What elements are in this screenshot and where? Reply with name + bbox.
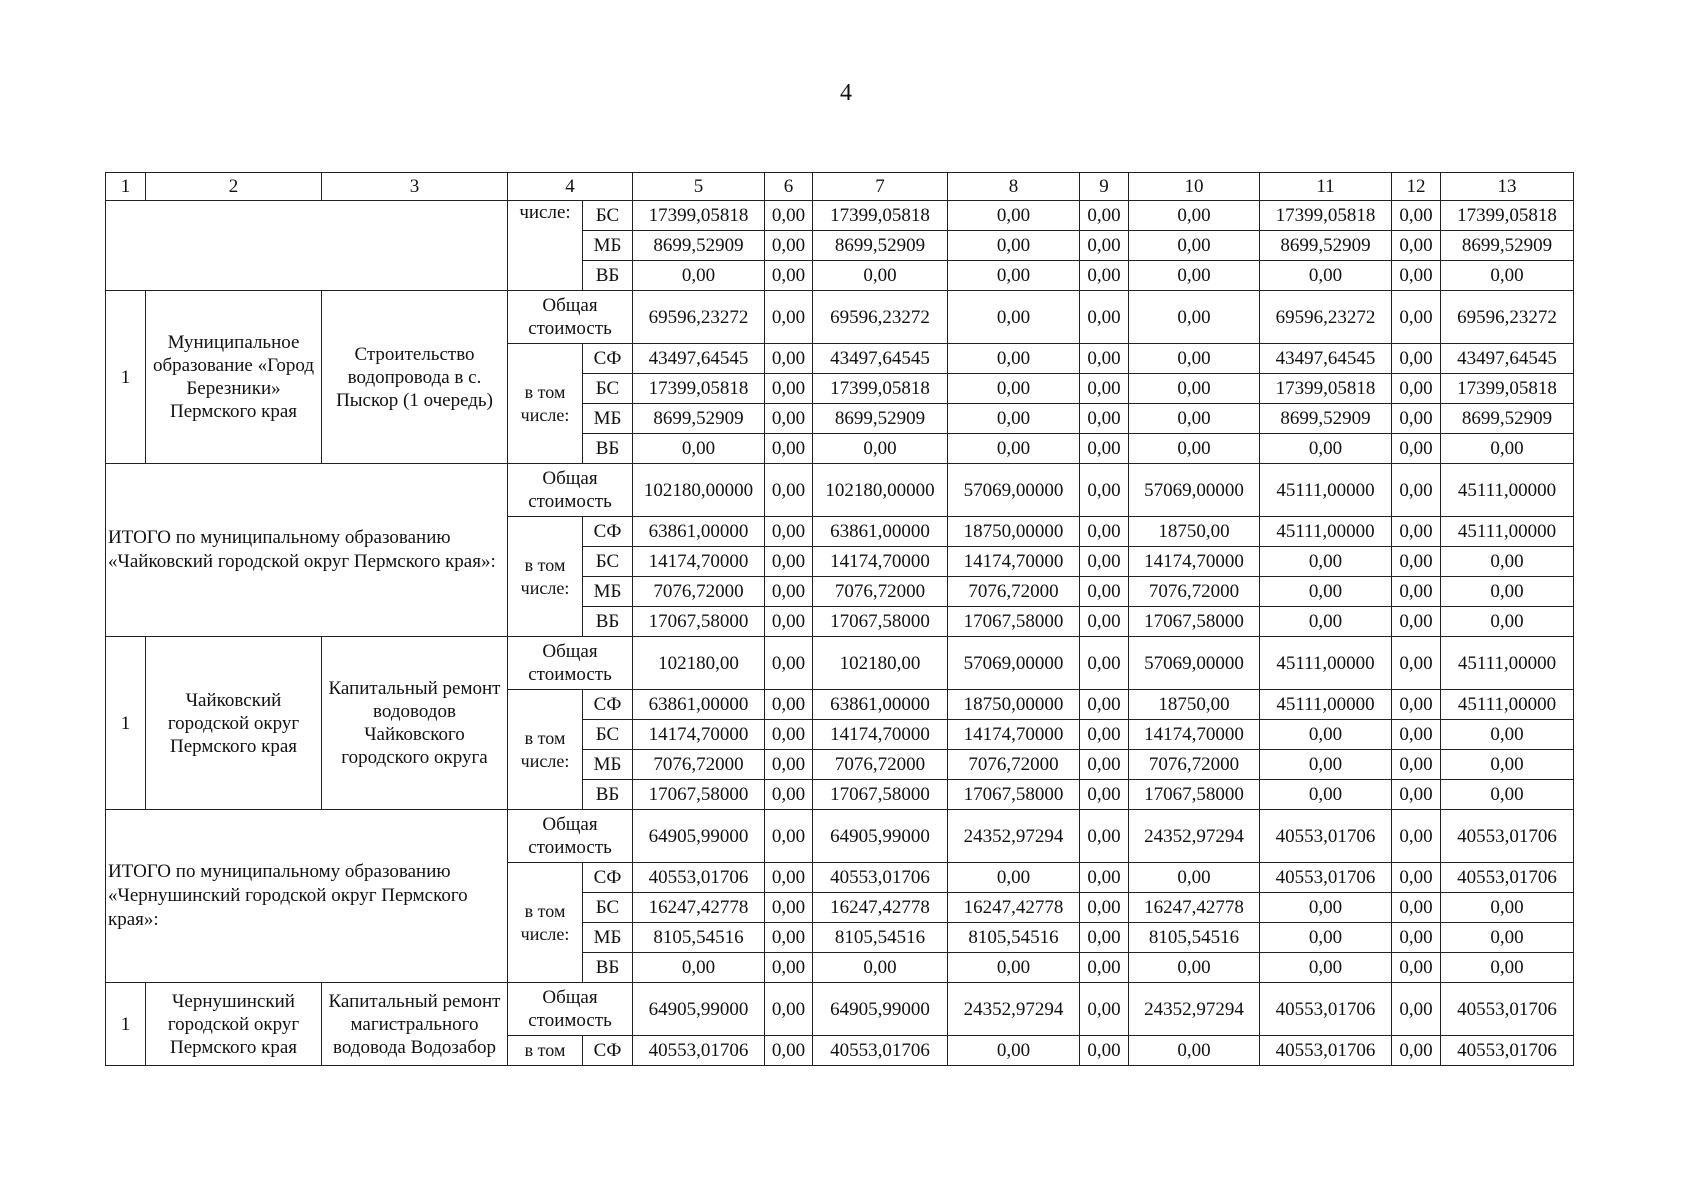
value-cell-col-11: 17399,05818 [1260,374,1392,404]
value-cell-col-8: 0,00 [948,291,1080,344]
value-cell-col-9: 0,00 [1080,291,1129,344]
table-body [106,173,1574,1066]
value-cell-col-13: 0,00 [1441,923,1574,953]
object-total-row [106,637,1574,690]
value-cell-col-8: 14174,70000 [948,720,1080,750]
value-cell-col-7: 40553,01706 [813,863,948,893]
summary-total-row [106,464,1574,517]
value-cell-col-12: 0,00 [1392,953,1441,983]
value-cell-col-13: 0,00 [1441,261,1574,291]
value-cell-col-6: 0,00 [765,607,813,637]
value-cell-col-7: 7076,72000 [813,577,948,607]
value-cell-col-9: 0,00 [1080,344,1129,374]
funding-type: МБ [583,923,633,953]
value-cell-col-7: 102180,00000 [813,464,948,517]
value-cell-col-10: 14174,70000 [1129,547,1260,577]
value-cell-col-10: 17067,58000 [1129,780,1260,810]
value-cell-col-8: 24352,97294 [948,810,1080,863]
value-cell-col-13: 40553,01706 [1441,1036,1574,1066]
value-cell-col-8: 0,00 [948,261,1080,291]
value-cell-col-6: 0,00 [765,953,813,983]
value-cell-col-6: 0,00 [765,261,813,291]
value-cell-col-8: 0,00 [948,374,1080,404]
value-cell-col-12: 0,00 [1392,434,1441,464]
total-cost-label: Общая стоимость [508,464,633,517]
value-cell-col-12: 0,00 [1392,344,1441,374]
value-cell-col-7: 63861,00000 [813,517,948,547]
including-label: в том числе: [508,517,583,637]
value-cell-col-10: 24352,97294 [1129,983,1260,1036]
value-cell-col-9: 0,00 [1080,231,1129,261]
page-number: 4 [840,80,852,106]
funding-type: ВБ [583,434,633,464]
value-cell-col-9: 0,00 [1080,863,1129,893]
value-cell-col-6: 0,00 [765,1036,813,1066]
value-cell-col-7: 63861,00000 [813,690,948,720]
value-cell-col-9: 0,00 [1080,750,1129,780]
object-total-row [106,983,1574,1036]
header-cell-11: 11 [1260,173,1392,201]
value-cell-col-8: 0,00 [948,434,1080,464]
value-cell-col-6: 0,00 [765,344,813,374]
funding-type: МБ [583,231,633,261]
summary-title: ИТОГО по муниципальному образованию «Чайковский городской округ Пермского края»: [106,464,508,637]
value-cell-col-10: 0,00 [1129,201,1260,231]
value-cell-col-6: 0,00 [765,231,813,261]
value-cell-col-9: 0,00 [1080,374,1129,404]
value-cell-col-5: 63861,00000 [633,517,765,547]
funding-type: МБ [583,404,633,434]
value-cell-col-12: 0,00 [1392,1036,1441,1066]
value-cell-col-9: 0,00 [1080,983,1129,1036]
value-cell-col-8: 0,00 [948,344,1080,374]
value-cell-col-11: 43497,64545 [1260,344,1392,374]
value-cell-col-6: 0,00 [765,923,813,953]
value-cell-col-10: 14174,70000 [1129,720,1260,750]
value-cell-col-11: 0,00 [1260,750,1392,780]
value-cell-col-9: 0,00 [1080,404,1129,434]
funding-type: ВБ [583,780,633,810]
value-cell-col-8: 0,00 [948,953,1080,983]
value-cell-col-9: 0,00 [1080,607,1129,637]
value-cell-col-13: 0,00 [1441,953,1574,983]
value-cell-col-8: 16247,42778 [948,893,1080,923]
header-cell-9: 9 [1080,173,1129,201]
value-cell-col-8: 0,00 [948,404,1080,434]
value-cell-col-11: 45111,00000 [1260,464,1392,517]
value-cell-col-5: 17067,58000 [633,607,765,637]
value-cell-col-10: 16247,42778 [1129,893,1260,923]
value-cell-col-10: 0,00 [1129,231,1260,261]
value-cell-col-13: 8699,52909 [1441,404,1574,434]
value-cell-col-10: 0,00 [1129,1036,1260,1066]
value-cell-col-12: 0,00 [1392,750,1441,780]
value-cell-col-11: 40553,01706 [1260,983,1392,1036]
value-cell-col-13: 17399,05818 [1441,201,1574,231]
value-cell-col-10: 17067,58000 [1129,607,1260,637]
value-cell-col-13: 0,00 [1441,780,1574,810]
value-cell-col-7: 0,00 [813,953,948,983]
value-cell-col-5: 7076,72000 [633,750,765,780]
header-cell-10: 10 [1129,173,1260,201]
value-cell-col-8: 18750,00000 [948,517,1080,547]
funding-type: БС [583,720,633,750]
value-cell-col-9: 0,00 [1080,923,1129,953]
value-cell-col-12: 0,00 [1392,637,1441,690]
value-cell-col-12: 0,00 [1392,577,1441,607]
value-cell-col-8: 17067,58000 [948,780,1080,810]
value-cell-col-10: 8105,54516 [1129,923,1260,953]
funding-type: СФ [583,690,633,720]
summary-total-row [106,810,1574,863]
header-cell-8: 8 [948,173,1080,201]
value-cell-col-12: 0,00 [1392,547,1441,577]
value-cell-col-13: 0,00 [1441,750,1574,780]
object-name: Капитальный ремонт магистрального водовода Водозабор [322,983,508,1066]
value-cell-col-6: 0,00 [765,547,813,577]
value-cell-col-11: 0,00 [1260,720,1392,750]
value-cell-col-5: 102180,00000 [633,464,765,517]
value-cell-col-9: 0,00 [1080,720,1129,750]
value-cell-col-5: 64905,99000 [633,810,765,863]
value-cell-col-5: 8699,52909 [633,404,765,434]
header-cell-3: 3 [322,173,508,201]
value-cell-col-10: 0,00 [1129,434,1260,464]
total-cost-label: Общая стоимость [508,810,633,863]
funding-type: ВБ [583,607,633,637]
value-cell-col-7: 8699,52909 [813,231,948,261]
total-cost-label: Общая стоимость [508,291,633,344]
value-cell-col-9: 0,00 [1080,893,1129,923]
value-cell-col-12: 0,00 [1392,690,1441,720]
value-cell-col-13: 0,00 [1441,434,1574,464]
value-cell-col-5: 63861,00000 [633,690,765,720]
row-number: 1 [106,983,146,1066]
funding-type: ВБ [583,261,633,291]
value-cell-col-10: 0,00 [1129,863,1260,893]
header-cell-1: 1 [106,173,146,201]
funding-type: ВБ [583,953,633,983]
value-cell-col-5: 102180,00 [633,637,765,690]
value-cell-col-13: 40553,01706 [1441,863,1574,893]
value-cell-col-8: 24352,97294 [948,983,1080,1036]
total-cost-label: Общая стоимость [508,983,633,1036]
value-cell-col-12: 0,00 [1392,517,1441,547]
value-cell-col-8: 57069,00000 [948,464,1080,517]
value-cell-col-8: 18750,00000 [948,690,1080,720]
value-cell-col-7: 64905,99000 [813,983,948,1036]
value-cell-col-6: 0,00 [765,983,813,1036]
value-cell-col-11: 40553,01706 [1260,810,1392,863]
value-cell-col-12: 0,00 [1392,983,1441,1036]
value-cell-col-6: 0,00 [765,750,813,780]
header-cell-5: 5 [633,173,765,201]
value-cell-col-7: 0,00 [813,434,948,464]
value-cell-col-9: 0,00 [1080,690,1129,720]
value-cell-col-5: 0,00 [633,953,765,983]
value-cell-col-8: 0,00 [948,863,1080,893]
value-cell-col-11: 0,00 [1260,893,1392,923]
municipality-name: Муниципальное образование «Город Березники» Пермского края [146,291,322,464]
value-cell-col-8: 57069,00000 [948,637,1080,690]
row-number: 1 [106,291,146,464]
value-cell-col-7: 0,00 [813,261,948,291]
value-cell-col-13: 45111,00000 [1441,517,1574,547]
value-cell-col-11: 8699,52909 [1260,231,1392,261]
value-cell-col-6: 0,00 [765,720,813,750]
value-cell-col-13: 0,00 [1441,720,1574,750]
header-cell-13: 13 [1441,173,1574,201]
value-cell-col-6: 0,00 [765,637,813,690]
value-cell-col-6: 0,00 [765,291,813,344]
value-cell-col-9: 0,00 [1080,261,1129,291]
value-cell-col-13: 17399,05818 [1441,374,1574,404]
value-cell-col-9: 0,00 [1080,464,1129,517]
value-cell-col-6: 0,00 [765,690,813,720]
value-cell-col-12: 0,00 [1392,404,1441,434]
value-cell-col-5: 17399,05818 [633,374,765,404]
municipality-name: Чернушинский городской округ Пермского края [146,983,322,1066]
value-cell-col-5: 64905,99000 [633,983,765,1036]
value-cell-col-5: 0,00 [633,434,765,464]
summary-title: ИТОГО по муниципальному образованию «Чернушинский городской округ Пермского края»: [106,810,508,983]
value-cell-col-9: 0,00 [1080,953,1129,983]
funding-type: БС [583,374,633,404]
value-cell-col-13: 45111,00000 [1441,690,1574,720]
value-cell-col-11: 0,00 [1260,434,1392,464]
value-cell-col-6: 0,00 [765,893,813,923]
value-cell-col-11: 17399,05818 [1260,201,1392,231]
funding-type: СФ [583,517,633,547]
value-cell-col-9: 0,00 [1080,517,1129,547]
funding-type: СФ [583,344,633,374]
value-cell-col-11: 0,00 [1260,607,1392,637]
value-cell-col-12: 0,00 [1392,810,1441,863]
row-number: 1 [106,637,146,810]
value-cell-col-7: 8699,52909 [813,404,948,434]
value-cell-col-11: 0,00 [1260,577,1392,607]
header-cell-4: 4 [508,173,633,201]
header-row [106,173,1574,201]
value-cell-col-11: 0,00 [1260,780,1392,810]
value-cell-col-10: 0,00 [1129,291,1260,344]
value-cell-col-8: 7076,72000 [948,577,1080,607]
value-cell-col-12: 0,00 [1392,893,1441,923]
value-cell-col-8: 0,00 [948,1036,1080,1066]
value-cell-col-7: 69596,23272 [813,291,948,344]
value-cell-col-11: 45111,00000 [1260,690,1392,720]
value-cell-col-6: 0,00 [765,810,813,863]
value-cell-col-10: 0,00 [1129,261,1260,291]
value-cell-col-7: 43497,64545 [813,344,948,374]
value-cell-col-11: 0,00 [1260,547,1392,577]
value-cell-col-13: 45111,00000 [1441,464,1574,517]
municipality-name: Чайковский городской округ Пермского края [146,637,322,810]
value-cell-col-10: 0,00 [1129,953,1260,983]
value-cell-col-12: 0,00 [1392,720,1441,750]
value-cell-col-8: 0,00 [948,231,1080,261]
value-cell-col-7: 64905,99000 [813,810,948,863]
value-cell-col-9: 0,00 [1080,577,1129,607]
including-label: в том числе: [508,690,583,810]
value-cell-col-13: 0,00 [1441,607,1574,637]
value-cell-col-10: 24352,97294 [1129,810,1260,863]
value-cell-col-9: 0,00 [1080,637,1129,690]
value-cell-col-7: 17399,05818 [813,374,948,404]
value-cell-col-9: 0,00 [1080,201,1129,231]
funding-type: БС [583,201,633,231]
value-cell-col-13: 43497,64545 [1441,344,1574,374]
value-cell-col-5: 7076,72000 [633,577,765,607]
value-cell-col-10: 0,00 [1129,404,1260,434]
value-cell-col-6: 0,00 [765,863,813,893]
value-cell-col-6: 0,00 [765,517,813,547]
value-cell-col-13: 0,00 [1441,577,1574,607]
header-cell-6: 6 [765,173,813,201]
value-cell-col-9: 0,00 [1080,810,1129,863]
continuation-blank [106,201,508,291]
object-name: Капитальный ремонт водоводов Чайковского городского округа [322,637,508,810]
value-cell-col-7: 14174,70000 [813,720,948,750]
value-cell-col-12: 0,00 [1392,231,1441,261]
value-cell-col-7: 17067,58000 [813,607,948,637]
value-cell-col-5: 69596,23272 [633,291,765,344]
value-cell-col-12: 0,00 [1392,464,1441,517]
value-cell-col-8: 14174,70000 [948,547,1080,577]
including-label: в том числе: [508,863,583,983]
value-cell-col-8: 0,00 [948,201,1080,231]
value-cell-col-5: 14174,70000 [633,547,765,577]
value-cell-col-6: 0,00 [765,464,813,517]
including-label: числе: [508,201,583,291]
value-cell-col-10: 57069,00000 [1129,464,1260,517]
value-cell-col-9: 0,00 [1080,780,1129,810]
value-cell-col-5: 40553,01706 [633,1036,765,1066]
funding-type: МБ [583,577,633,607]
value-cell-col-13: 8699,52909 [1441,231,1574,261]
value-cell-col-10: 7076,72000 [1129,750,1260,780]
funding-type: МБ [583,750,633,780]
value-cell-col-7: 17067,58000 [813,780,948,810]
header-cell-12: 12 [1392,173,1441,201]
value-cell-col-8: 17067,58000 [948,607,1080,637]
value-cell-col-12: 0,00 [1392,607,1441,637]
budget-table [105,172,1574,1066]
value-cell-col-7: 102180,00 [813,637,948,690]
header-cell-2: 2 [146,173,322,201]
header-cell-7: 7 [813,173,948,201]
value-cell-col-5: 0,00 [633,261,765,291]
value-cell-col-10: 18750,00 [1129,690,1260,720]
value-cell-col-13: 0,00 [1441,547,1574,577]
continuation-row [106,201,1574,231]
value-cell-col-5: 14174,70000 [633,720,765,750]
value-cell-col-7: 16247,42778 [813,893,948,923]
value-cell-col-12: 0,00 [1392,923,1441,953]
value-cell-col-12: 0,00 [1392,291,1441,344]
value-cell-col-11: 40553,01706 [1260,1036,1392,1066]
value-cell-col-5: 43497,64545 [633,344,765,374]
funding-type: СФ [583,1036,633,1066]
value-cell-col-12: 0,00 [1392,374,1441,404]
value-cell-col-11: 69596,23272 [1260,291,1392,344]
value-cell-col-11: 8699,52909 [1260,404,1392,434]
value-cell-col-10: 57069,00000 [1129,637,1260,690]
value-cell-col-5: 8699,52909 [633,231,765,261]
value-cell-col-11: 45111,00000 [1260,637,1392,690]
value-cell-col-6: 0,00 [765,577,813,607]
value-cell-col-8: 7076,72000 [948,750,1080,780]
value-cell-col-6: 0,00 [765,404,813,434]
value-cell-col-5: 40553,01706 [633,863,765,893]
value-cell-col-6: 0,00 [765,434,813,464]
value-cell-col-11: 40553,01706 [1260,863,1392,893]
value-cell-col-8: 8105,54516 [948,923,1080,953]
value-cell-col-10: 18750,00 [1129,517,1260,547]
value-cell-col-7: 7076,72000 [813,750,948,780]
value-cell-col-13: 45111,00000 [1441,637,1574,690]
including-label: в том числе: [508,344,583,464]
object-total-row [106,291,1574,344]
value-cell-col-11: 0,00 [1260,923,1392,953]
value-cell-col-13: 40553,01706 [1441,983,1574,1036]
value-cell-col-10: 0,00 [1129,344,1260,374]
value-cell-col-10: 0,00 [1129,374,1260,404]
value-cell-col-11: 0,00 [1260,261,1392,291]
value-cell-col-5: 17399,05818 [633,201,765,231]
value-cell-col-12: 0,00 [1392,780,1441,810]
funding-type: БС [583,893,633,923]
value-cell-col-11: 0,00 [1260,953,1392,983]
value-cell-col-6: 0,00 [765,201,813,231]
value-cell-col-10: 7076,72000 [1129,577,1260,607]
including-label: в том [508,1036,583,1066]
value-cell-col-12: 0,00 [1392,201,1441,231]
value-cell-col-13: 40553,01706 [1441,810,1574,863]
value-cell-col-12: 0,00 [1392,261,1441,291]
value-cell-col-9: 0,00 [1080,434,1129,464]
total-cost-label: Общая стоимость [508,637,633,690]
value-cell-col-7: 14174,70000 [813,547,948,577]
value-cell-col-9: 0,00 [1080,1036,1129,1066]
value-cell-col-7: 40553,01706 [813,1036,948,1066]
value-cell-col-12: 0,00 [1392,863,1441,893]
value-cell-col-7: 17399,05818 [813,201,948,231]
value-cell-col-5: 8105,54516 [633,923,765,953]
value-cell-col-11: 45111,00000 [1260,517,1392,547]
value-cell-col-7: 8105,54516 [813,923,948,953]
value-cell-col-6: 0,00 [765,374,813,404]
value-cell-col-6: 0,00 [765,780,813,810]
value-cell-col-13: 69596,23272 [1441,291,1574,344]
object-name: Строительство водопровода в с. Пыскор (1 очередь) [322,291,508,464]
value-cell-col-13: 0,00 [1441,893,1574,923]
value-cell-col-9: 0,00 [1080,547,1129,577]
funding-type: СФ [583,863,633,893]
funding-type: БС [583,547,633,577]
value-cell-col-5: 16247,42778 [633,893,765,923]
value-cell-col-5: 17067,58000 [633,780,765,810]
